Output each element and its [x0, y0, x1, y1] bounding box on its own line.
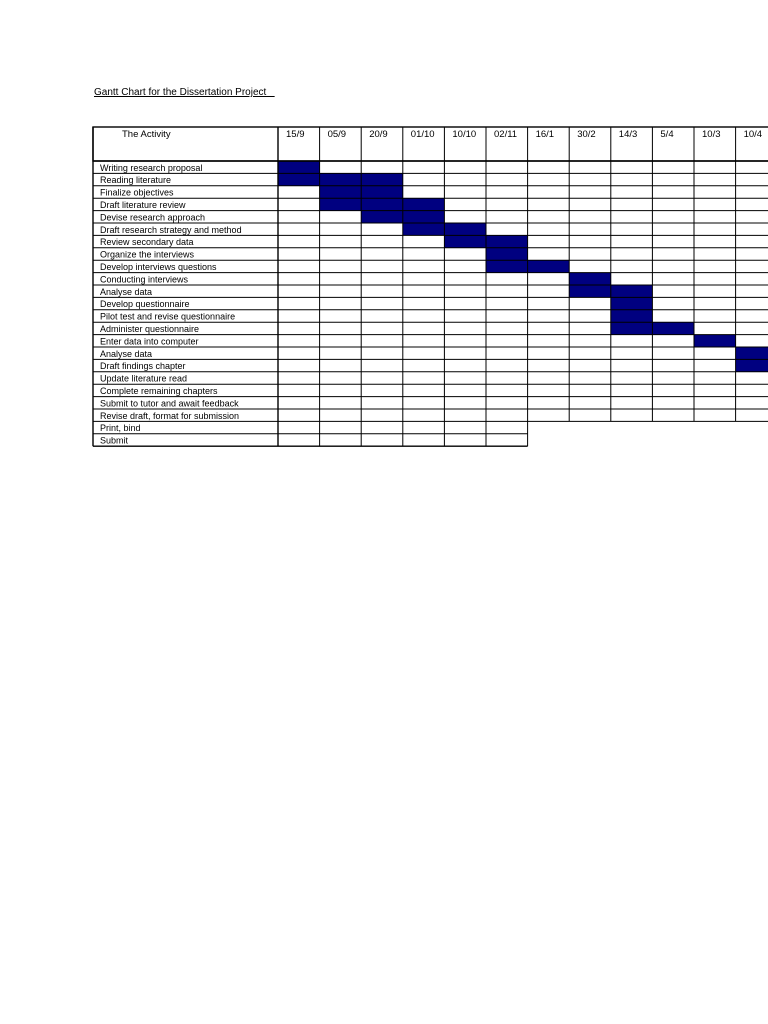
activity-label: Enter data into computer: [100, 336, 199, 347]
period-header: 30/2: [577, 129, 596, 140]
activity-label: Analyse data: [100, 348, 153, 359]
period-header: 01/10: [410, 129, 435, 140]
activity-label: Develop interviews questions: [100, 262, 217, 272]
activity-label: Complete remaining chapters: [100, 386, 218, 396]
activity-label: Analyse data: [100, 286, 153, 297]
period-header: 10/4: [743, 129, 763, 140]
gantt-bar: [486, 248, 528, 260]
activity-label: Draft research strategy and method: [100, 224, 242, 235]
gantt-bar: [278, 161, 320, 173]
gantt-bar: [278, 173, 403, 185]
activity-label: Finalize objectives: [100, 187, 174, 198]
activity-header: The Activity: [122, 129, 171, 140]
gantt-bar: [736, 359, 768, 371]
activity-label: Devise research approach: [100, 212, 206, 223]
activity-label: Submit: [100, 435, 129, 446]
period-header: 15/9: [286, 129, 305, 140]
period-header: 10/3: [702, 129, 721, 140]
activity-label: Develop questionnaire: [100, 299, 190, 310]
activity-label: Reading literature: [100, 175, 172, 186]
activity-label: Writing research proposal: [100, 162, 203, 173]
period-header: 5/4: [660, 129, 674, 140]
activity-label: Print, bind: [100, 423, 141, 434]
gantt-bar: [736, 347, 768, 359]
gantt-bar: [611, 297, 653, 309]
activity-label: Organize the interviews: [100, 249, 195, 260]
activity-label: Pilot test and revise questionnaire: [100, 311, 236, 322]
activity-label: Draft literature review: [100, 200, 186, 210]
activity-label: Submit to tutor and await feedback: [100, 398, 239, 409]
period-header: 20/9: [369, 129, 388, 140]
activity-label: Update literature read: [100, 373, 188, 384]
period-header: 10/10: [452, 129, 477, 140]
activity-label: Review secondary data: [100, 237, 194, 248]
activity-label: Conducting interviews: [100, 274, 189, 285]
gantt-bar: [694, 335, 736, 347]
period-header: 05/9: [327, 129, 347, 140]
period-header: 16/1: [535, 129, 555, 140]
gantt-bar: [569, 273, 611, 285]
gantt-bar: [611, 310, 653, 322]
period-header: 14/3: [618, 129, 638, 140]
activity-label: Revise draft, format for submission: [100, 410, 240, 421]
gantt-bar: [320, 198, 445, 210]
period-header: 02/11: [494, 129, 518, 140]
activity-label: Draft findings chapter: [100, 361, 186, 372]
chart-title: Gantt Chart for the Dissertation Project: [94, 87, 275, 98]
activity-label: Administer questionnaire: [100, 324, 200, 334]
